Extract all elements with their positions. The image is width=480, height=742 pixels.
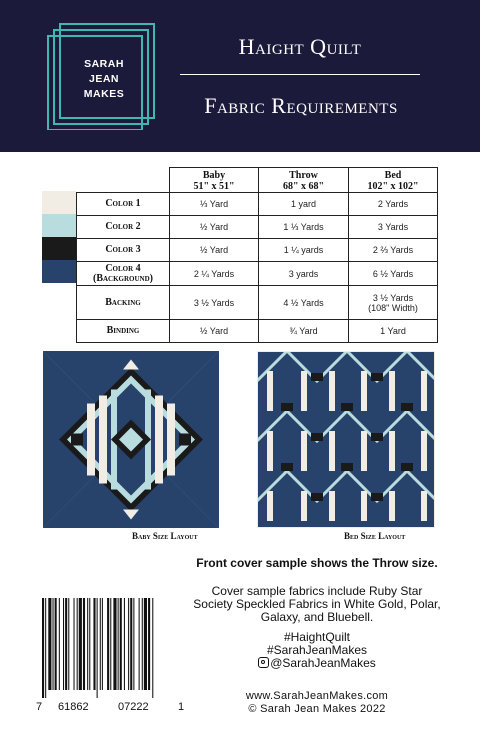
barcode-bar — [74, 598, 75, 690]
upc-barcode — [36, 598, 188, 698]
cell-bed-line-2: (108" Width) — [368, 302, 418, 313]
cell-baby: ½ Yard — [170, 239, 259, 262]
col-header-throw — [259, 168, 349, 193]
page-subtitle: Fabric Requirements — [204, 93, 398, 118]
barcode-bar — [89, 598, 90, 690]
logo-wordmark — [62, 57, 146, 102]
bed-layout-caption: Bed Size Layout — [344, 531, 406, 541]
barcode-bar — [130, 598, 132, 690]
col-name: Baby — [202, 170, 226, 181]
barcode-bar — [120, 598, 122, 690]
col-name: Bed — [384, 170, 402, 181]
copyright: © Sarah Jean Makes 2022 — [248, 703, 386, 715]
logo-line-2: JEAN — [88, 73, 119, 85]
row-label: Color 2 — [77, 216, 170, 239]
barcode-digits-right: 07222 — [118, 701, 149, 713]
cell-baby: 3 ½ Yards — [170, 286, 259, 320]
cell-baby: 2 ¼ Yards — [170, 262, 259, 286]
barcode-digit-check: 1 — [178, 701, 185, 713]
cell-bed: 3 Yards — [349, 216, 438, 239]
cell-bed: 2 ⅔ Yards — [349, 239, 438, 262]
barcode-bar — [87, 598, 88, 690]
cell-throw: 1 ⅓ Yards — [259, 216, 349, 239]
row-label: Binding — [77, 320, 170, 343]
hashtag-sarahjeanmakes: #SarahJeanMakes — [266, 643, 368, 657]
swatch-color-1 — [42, 191, 76, 214]
barcode-bar — [65, 598, 67, 690]
barcode-bar — [45, 598, 46, 698]
table-corner — [77, 168, 170, 193]
bed-quilt-layout-image — [257, 351, 435, 528]
fabric-description: Cover sample fabrics include Ruby Star Society Speckled Fabrics in White Gold, Polar, Galaxy, and Bluebell. — [193, 584, 441, 624]
header-banner — [0, 0, 480, 152]
table-row — [77, 216, 438, 239]
row-label: Backing — [77, 286, 170, 320]
swatch-color-2 — [42, 214, 76, 237]
cell-bed: 2 Yards — [349, 193, 438, 216]
baby-layout-caption: Baby Size Layout — [132, 531, 198, 541]
cell-bed-line-1: 3 ½ Yards — [372, 292, 414, 303]
barcode-bar — [42, 598, 44, 698]
col-size: 68" x 68" — [282, 181, 325, 192]
barcode-bar — [77, 598, 78, 690]
barcode-bar — [53, 598, 54, 690]
col-size: 51" x 51" — [193, 181, 235, 192]
footer-credits — [192, 690, 442, 716]
row-label — [77, 262, 170, 286]
title-divider — [180, 74, 420, 75]
col-header-baby — [170, 168, 259, 193]
hashtag-haightquilt: #HaightQuilt — [283, 630, 351, 644]
row-label-line-1: Color 4 — [105, 262, 141, 274]
baby-quilt-layout-image — [43, 351, 219, 528]
barcode-bar — [124, 598, 125, 690]
barcode-bar — [128, 598, 129, 690]
barcode-bar — [93, 598, 95, 690]
logo-line-3: MAKES — [83, 88, 125, 100]
barcode-bar — [83, 598, 85, 690]
col-size: 102" x 102" — [367, 181, 419, 192]
instagram-handle — [192, 657, 442, 670]
barcode-digit-lead: 7 — [36, 701, 43, 713]
cell-bed — [349, 286, 438, 320]
table-row — [77, 262, 438, 286]
barcode-bar — [113, 598, 116, 690]
barcode-bar — [48, 598, 51, 690]
cell-throw: 4 ½ Yards — [259, 286, 349, 320]
col-name: Throw — [289, 170, 318, 181]
page-title: Haight Quilt — [238, 34, 362, 59]
barcode-bar — [63, 598, 64, 690]
table-row — [77, 286, 438, 320]
barcode-bar — [139, 598, 140, 690]
table-row — [77, 320, 438, 343]
cell-bed: 6 ½ Yards — [349, 262, 438, 286]
barcode-bar — [100, 598, 101, 690]
cell-throw: 3 yards — [259, 262, 349, 286]
row-label-line-2: (Background) — [93, 272, 153, 284]
cover-sample-note: Front cover sample shows the Throw size. — [196, 556, 438, 570]
barcode-bar — [79, 598, 82, 690]
barcode-bar — [97, 598, 98, 698]
row-label: Color 1 — [77, 193, 170, 216]
barcode-bar — [107, 598, 109, 690]
cell-baby: ½ Yard — [170, 216, 259, 239]
cell-throw: 1 ¼ yards — [259, 239, 349, 262]
row-label: Color 3 — [77, 239, 170, 262]
barcode-bar — [102, 598, 103, 690]
cell-throw: ¾ Yard — [259, 320, 349, 343]
barcode-bar — [59, 598, 60, 690]
barcode-bar — [110, 598, 111, 690]
cell-baby: ⅓ Yard — [170, 193, 259, 216]
website-link[interactable]: www.SarahJeanMakes.com — [245, 690, 389, 702]
barcode-bar — [142, 598, 143, 690]
logo-line-1: SARAH — [84, 58, 124, 70]
barcode-bar — [118, 598, 119, 690]
barcode-bar — [55, 598, 57, 690]
social-tags — [192, 631, 442, 670]
barcode-digits-left: 61862 — [58, 701, 89, 713]
cell-throw: 1 yard — [259, 193, 349, 216]
barcode-bar — [152, 598, 153, 698]
col-header-bed — [349, 168, 438, 193]
table-row — [77, 239, 438, 262]
swatch-color-4 — [42, 260, 76, 283]
instagram-handle-text: @SarahJeanMakes — [270, 656, 376, 670]
barcode-bar — [68, 598, 69, 690]
cell-bed: 1 Yard — [349, 320, 438, 343]
cell-baby: ½ Yard — [170, 320, 259, 343]
swatch-color-3 — [42, 237, 76, 260]
fabric-requirements-table — [76, 167, 438, 343]
barcode-bar — [148, 598, 150, 690]
barcode-bar — [133, 598, 134, 690]
barcode-bar — [144, 598, 147, 690]
table-row — [77, 193, 438, 216]
instagram-icon — [258, 657, 269, 668]
